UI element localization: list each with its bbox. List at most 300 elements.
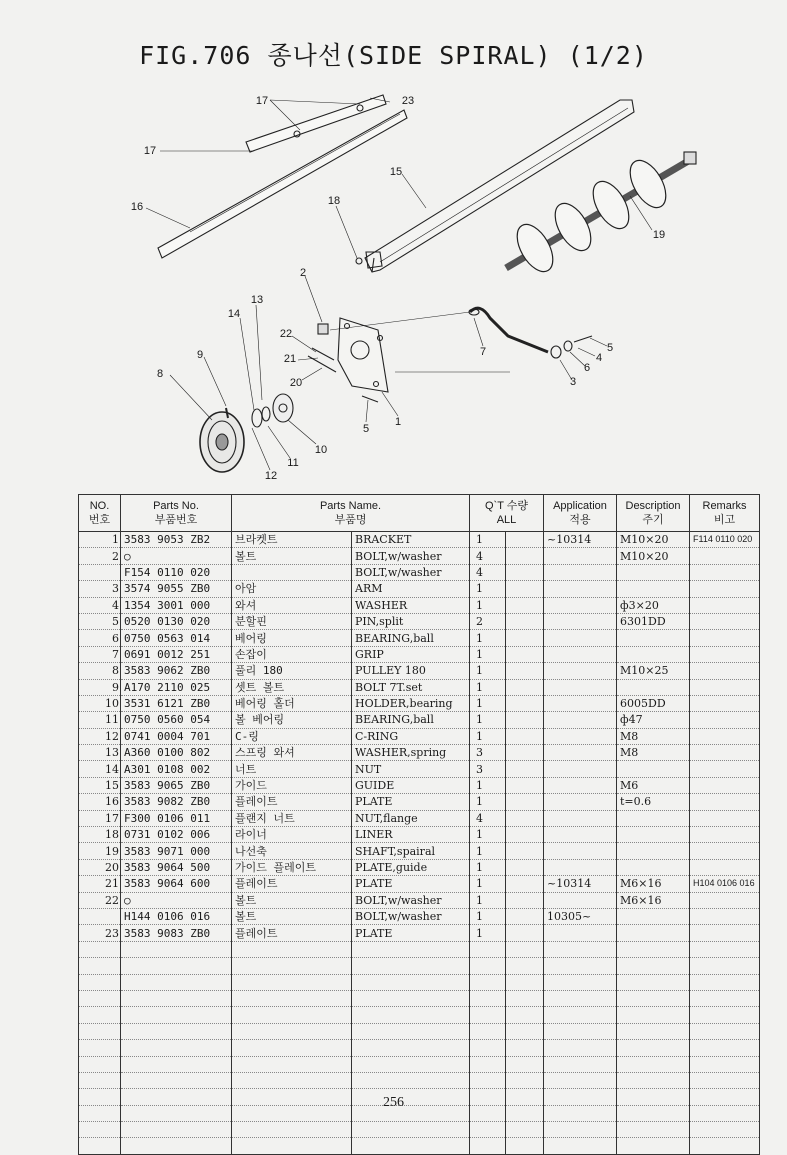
callout-label: 17	[255, 95, 269, 107]
cell-name-english: PIN,split	[352, 613, 470, 629]
cell-name-english: BOLT,w/washer	[352, 908, 470, 924]
cell-name-english	[352, 1007, 470, 1023]
cell-qty: 1	[470, 630, 506, 646]
cell-description	[617, 1056, 690, 1072]
cell-no	[79, 1007, 121, 1023]
cell-no	[79, 1056, 121, 1072]
cell-remarks	[690, 663, 760, 679]
table-row	[79, 581, 760, 597]
cell-parts-no	[121, 990, 232, 1006]
cell-remarks	[690, 728, 760, 744]
cell-description: M6×16	[617, 892, 690, 908]
cell-description	[617, 630, 690, 646]
cell-parts-no: 3583 9062 ZB0	[121, 663, 232, 679]
table-row	[79, 1072, 760, 1088]
cell-qty-extra	[506, 1040, 544, 1056]
cell-qty-extra	[506, 745, 544, 761]
cell-name-english	[352, 974, 470, 990]
cell-parts-no	[121, 1138, 232, 1154]
cell-name-english: PLATE,guide	[352, 859, 470, 875]
cell-remarks	[690, 712, 760, 728]
cell-parts-no	[121, 1023, 232, 1039]
cell-name-korean: 볼트	[232, 892, 352, 908]
cell-application	[544, 990, 617, 1006]
cell-parts-no	[121, 974, 232, 990]
cell-no	[79, 1138, 121, 1154]
cell-name-english: BOLT,w/washer	[352, 892, 470, 908]
cell-description	[617, 843, 690, 859]
cell-name-english: C-RING	[352, 728, 470, 744]
cell-application: ~10314	[544, 532, 617, 548]
header-remarks: Remarks 비고	[690, 495, 760, 532]
cell-application	[544, 728, 617, 744]
cell-qty-extra	[506, 990, 544, 1006]
cell-name-english: GRIP	[352, 646, 470, 662]
cell-application	[544, 843, 617, 859]
cell-qty-extra	[506, 1122, 544, 1138]
cell-name-english: BEARING,ball	[352, 630, 470, 646]
cell-parts-no: 3583 9083 ZB0	[121, 925, 232, 941]
cell-application	[544, 925, 617, 941]
cell-name-korean: 플레이트	[232, 925, 352, 941]
parts-table	[78, 494, 760, 1155]
cell-remarks	[690, 908, 760, 924]
cell-parts-no	[121, 1072, 232, 1088]
cell-qty: 3	[470, 745, 506, 761]
cell-no: 2	[79, 548, 121, 564]
cell-no	[79, 958, 121, 974]
cell-name-english: HOLDER,bearing	[352, 695, 470, 711]
cell-description: M8	[617, 728, 690, 744]
cell-no: 17	[79, 810, 121, 826]
cell-qty: 3	[470, 761, 506, 777]
callout-label: 15	[389, 166, 403, 178]
cell-remarks	[690, 613, 760, 629]
cell-name-english: BRACKET	[352, 532, 470, 548]
cell-description: M10×20	[617, 548, 690, 564]
cell-application	[544, 892, 617, 908]
callout-label: 7	[479, 346, 487, 358]
cell-name-english	[352, 1056, 470, 1072]
header-qt: Q`T 수량 ALL	[470, 495, 544, 532]
cell-application	[544, 1040, 617, 1056]
cell-qty: 1	[470, 892, 506, 908]
cell-name-english: NUT,flange	[352, 810, 470, 826]
cell-parts-no: 0750 0563 014	[121, 630, 232, 646]
cell-description: 6005DD	[617, 695, 690, 711]
callout-label: 5	[362, 423, 370, 435]
cell-qty: 1	[470, 925, 506, 941]
cell-parts-no	[121, 1056, 232, 1072]
cell-qty-extra	[506, 663, 544, 679]
table-row	[79, 794, 760, 810]
cell-name-english	[352, 1122, 470, 1138]
cell-qty-extra	[506, 941, 544, 957]
cell-remarks	[690, 695, 760, 711]
table-row	[79, 1122, 760, 1138]
cell-description: M8	[617, 745, 690, 761]
cell-qty-extra	[506, 892, 544, 908]
cell-qty-extra	[506, 827, 544, 843]
cell-name-korean: 볼 베어링	[232, 712, 352, 728]
cell-description	[617, 810, 690, 826]
cell-description	[617, 1040, 690, 1056]
cell-name-english	[352, 1138, 470, 1154]
cell-name-korean	[232, 1122, 352, 1138]
cell-no	[79, 990, 121, 1006]
cell-no: 5	[79, 613, 121, 629]
cell-description	[617, 679, 690, 695]
cell-application	[544, 941, 617, 957]
cell-parts-no: F154 0110 020	[121, 564, 232, 580]
cell-qty	[470, 1040, 506, 1056]
table-row	[79, 1023, 760, 1039]
cell-parts-no	[121, 941, 232, 957]
cell-qty-extra	[506, 876, 544, 892]
cell-qty: 1	[470, 843, 506, 859]
table-row	[79, 712, 760, 728]
cell-remarks	[690, 630, 760, 646]
cell-name-english: LINER	[352, 827, 470, 843]
cell-remarks	[690, 597, 760, 613]
cell-parts-no: 3583 9053 ZB2	[121, 532, 232, 548]
cell-description: M6	[617, 777, 690, 793]
callout-label: 2	[299, 267, 307, 279]
cell-parts-no: 3583 9065 ZB0	[121, 777, 232, 793]
table-row	[79, 745, 760, 761]
cell-parts-no: 3583 9071 000	[121, 843, 232, 859]
callout-label: 21	[283, 353, 297, 365]
table-row	[79, 925, 760, 941]
cell-no	[79, 1023, 121, 1039]
callout-label: 18	[327, 195, 341, 207]
cell-remarks	[690, 564, 760, 580]
cell-qty: 1	[470, 679, 506, 695]
cell-application	[544, 613, 617, 629]
cell-qty-extra	[506, 1056, 544, 1072]
cell-application	[544, 712, 617, 728]
table-row	[79, 958, 760, 974]
cell-parts-no: A360 0100 802	[121, 745, 232, 761]
cell-no	[79, 1040, 121, 1056]
cell-qty: 1	[470, 794, 506, 810]
cell-remarks	[690, 1138, 760, 1154]
callout-label: 17	[143, 145, 157, 157]
cell-name-korean: 와셔	[232, 597, 352, 613]
cell-qty	[470, 941, 506, 957]
cell-qty	[470, 1122, 506, 1138]
cell-no: 23	[79, 925, 121, 941]
cell-qty: 1	[470, 908, 506, 924]
cell-description	[617, 1007, 690, 1023]
cell-remarks	[690, 892, 760, 908]
cell-no: 1	[79, 532, 121, 548]
exploded-parts-diagram	[0, 0, 787, 490]
header-description: Description 주기	[617, 495, 690, 532]
cell-name-english: BOLT,w/washer	[352, 564, 470, 580]
cell-remarks	[690, 777, 760, 793]
callout-label: 4	[595, 352, 603, 364]
cell-description	[617, 958, 690, 974]
cell-qty-extra	[506, 761, 544, 777]
cell-application	[544, 597, 617, 613]
table-row	[79, 1056, 760, 1072]
cell-remarks	[690, 990, 760, 1006]
cell-parts-no	[121, 958, 232, 974]
cell-application	[544, 794, 617, 810]
cell-name-english: WASHER	[352, 597, 470, 613]
cell-no: 3	[79, 581, 121, 597]
cell-parts-no: 0691 0012 251	[121, 646, 232, 662]
table-row	[79, 876, 760, 892]
cell-description	[617, 990, 690, 1006]
cell-name-english: BEARING,ball	[352, 712, 470, 728]
cell-no	[79, 941, 121, 957]
cell-qty: 1	[470, 663, 506, 679]
callout-label: 8	[156, 368, 164, 380]
cell-application	[544, 745, 617, 761]
cell-qty	[470, 1072, 506, 1088]
cell-name-korean: 나선축	[232, 843, 352, 859]
table-row	[79, 941, 760, 957]
cell-name-english: BOLT,w/washer	[352, 548, 470, 564]
cell-application	[544, 827, 617, 843]
table-header-row	[79, 495, 760, 532]
cell-no: 10	[79, 695, 121, 711]
cell-application: 10305~	[544, 908, 617, 924]
cell-name-english	[352, 990, 470, 1006]
table-row	[79, 597, 760, 613]
cell-name-korean	[232, 564, 352, 580]
cell-qty-extra	[506, 630, 544, 646]
cell-parts-no: A301 0108 002	[121, 761, 232, 777]
table-row	[79, 663, 760, 679]
table-row	[79, 646, 760, 662]
cell-description	[617, 925, 690, 941]
cell-name-korean	[232, 1023, 352, 1039]
cell-parts-no: 0741 0004 701	[121, 728, 232, 744]
table-row	[79, 532, 760, 548]
cell-qty-extra	[506, 646, 544, 662]
cell-name-korean: 너트	[232, 761, 352, 777]
cell-name-english: WASHER,spring	[352, 745, 470, 761]
cell-qty-extra	[506, 1023, 544, 1039]
cell-qty: 1	[470, 876, 506, 892]
cell-qty	[470, 1023, 506, 1039]
cell-parts-no: ○	[121, 892, 232, 908]
cell-description	[617, 974, 690, 990]
cell-name-korean: 풀리 180	[232, 663, 352, 679]
cell-description: 6301DD	[617, 613, 690, 629]
cell-application	[544, 1072, 617, 1088]
cell-no	[79, 564, 121, 580]
cell-name-korean: 가이드 플레이트	[232, 859, 352, 875]
callout-label: 19	[652, 229, 666, 241]
cell-application	[544, 695, 617, 711]
cell-remarks	[690, 679, 760, 695]
cell-remarks	[690, 761, 760, 777]
cell-description	[617, 581, 690, 597]
callout-label: 14	[227, 308, 241, 320]
cell-name-korean	[232, 1056, 352, 1072]
cell-qty: 1	[470, 859, 506, 875]
cell-remarks	[690, 1072, 760, 1088]
cell-no: 7	[79, 646, 121, 662]
table-row	[79, 548, 760, 564]
callout-label: 13	[250, 294, 264, 306]
cell-description	[617, 1138, 690, 1154]
cell-no	[79, 974, 121, 990]
cell-name-english: PLATE	[352, 876, 470, 892]
cell-no: 12	[79, 728, 121, 744]
cell-name-english: GUIDE	[352, 777, 470, 793]
cell-no: 18	[79, 827, 121, 843]
cell-qty	[470, 1007, 506, 1023]
table-row	[79, 761, 760, 777]
cell-qty-extra	[506, 564, 544, 580]
cell-qty	[470, 958, 506, 974]
cell-description	[617, 646, 690, 662]
cell-application	[544, 777, 617, 793]
cell-parts-no: A170 2110 025	[121, 679, 232, 695]
cell-qty-extra	[506, 810, 544, 826]
cell-application	[544, 630, 617, 646]
cell-description	[617, 859, 690, 875]
cell-qty	[470, 1138, 506, 1154]
callout-label: 16	[130, 201, 144, 213]
cell-name-korean: C-링	[232, 728, 352, 744]
table-row	[79, 1007, 760, 1023]
cell-remarks	[690, 548, 760, 564]
cell-name-english	[352, 1023, 470, 1039]
table-row	[79, 679, 760, 695]
cell-no: 14	[79, 761, 121, 777]
cell-qty-extra	[506, 843, 544, 859]
cell-name-english: BOLT 7T.set	[352, 679, 470, 695]
cell-application	[544, 859, 617, 875]
cell-qty-extra	[506, 728, 544, 744]
cell-qty-extra	[506, 695, 544, 711]
cell-name-korean	[232, 941, 352, 957]
cell-name-korean: 스프링 와셔	[232, 745, 352, 761]
cell-remarks	[690, 827, 760, 843]
cell-qty-extra	[506, 958, 544, 974]
cell-no: 6	[79, 630, 121, 646]
table-row	[79, 974, 760, 990]
cell-no	[79, 1072, 121, 1088]
cell-remarks: H104 0106 016	[690, 876, 760, 892]
cell-qty: 1	[470, 827, 506, 843]
cell-parts-no	[121, 1007, 232, 1023]
cell-remarks	[690, 1056, 760, 1072]
cell-qty-extra	[506, 532, 544, 548]
cell-qty-extra	[506, 679, 544, 695]
table-row	[79, 810, 760, 826]
cell-name-korean	[232, 958, 352, 974]
cell-no: 19	[79, 843, 121, 859]
cell-parts-no: 3583 9064 600	[121, 876, 232, 892]
cell-application	[544, 564, 617, 580]
cell-name-korean	[232, 1072, 352, 1088]
cell-no: 15	[79, 777, 121, 793]
cell-parts-no: 3574 9055 ZB0	[121, 581, 232, 597]
cell-description	[617, 1072, 690, 1088]
table-row	[79, 695, 760, 711]
cell-application	[544, 1023, 617, 1039]
cell-description: M6×16	[617, 876, 690, 892]
cell-name-korean	[232, 1007, 352, 1023]
cell-name-english: NUT	[352, 761, 470, 777]
header-no: NO. 번호	[79, 495, 121, 532]
cell-remarks	[690, 1122, 760, 1138]
cell-description: ф3×20	[617, 597, 690, 613]
callout-label: 1	[394, 416, 402, 428]
cell-qty-extra	[506, 1072, 544, 1088]
cell-application	[544, 761, 617, 777]
cell-qty-extra	[506, 794, 544, 810]
table-row	[79, 777, 760, 793]
cell-qty: 1	[470, 646, 506, 662]
cell-name-english: PLATE	[352, 925, 470, 941]
cell-name-korean: 플랜지 너트	[232, 810, 352, 826]
cell-qty-extra	[506, 974, 544, 990]
cell-application	[544, 974, 617, 990]
cell-description	[617, 761, 690, 777]
cell-qty-extra	[506, 1138, 544, 1154]
page-number: 256	[383, 1095, 404, 1110]
cell-qty	[470, 990, 506, 1006]
cell-application: ~10314	[544, 876, 617, 892]
callout-label: 22	[279, 328, 293, 340]
cell-no: 20	[79, 859, 121, 875]
cell-parts-no	[121, 1040, 232, 1056]
cell-qty: 2	[470, 613, 506, 629]
cell-name-korean: 플레이트	[232, 794, 352, 810]
callout-label: 12	[264, 470, 278, 482]
cell-remarks	[690, 810, 760, 826]
cell-no: 13	[79, 745, 121, 761]
cell-no	[79, 1122, 121, 1138]
cell-qty: 1	[470, 777, 506, 793]
cell-remarks	[690, 745, 760, 761]
callout-label: 5	[606, 342, 614, 354]
cell-name-english	[352, 1040, 470, 1056]
cell-remarks	[690, 925, 760, 941]
cell-name-english	[352, 958, 470, 974]
cell-parts-no: F300 0106 011	[121, 810, 232, 826]
cell-qty-extra	[506, 777, 544, 793]
table-row	[79, 843, 760, 859]
cell-name-korean: 손잡이	[232, 646, 352, 662]
cell-name-korean: 베어링	[232, 630, 352, 646]
cell-qty-extra	[506, 613, 544, 629]
cell-no: 16	[79, 794, 121, 810]
callout-label: 3	[569, 376, 577, 388]
cell-no: 11	[79, 712, 121, 728]
cell-qty-extra	[506, 908, 544, 924]
cell-name-korean	[232, 1040, 352, 1056]
table-row	[79, 564, 760, 580]
cell-application	[544, 679, 617, 695]
cell-parts-no: 0520 0130 020	[121, 613, 232, 629]
callout-label: 6	[583, 362, 591, 374]
cell-remarks	[690, 958, 760, 974]
table-row	[79, 1138, 760, 1154]
cell-application	[544, 548, 617, 564]
holder-10-shape	[273, 394, 293, 422]
cell-remarks	[690, 941, 760, 957]
cell-application	[544, 1056, 617, 1072]
